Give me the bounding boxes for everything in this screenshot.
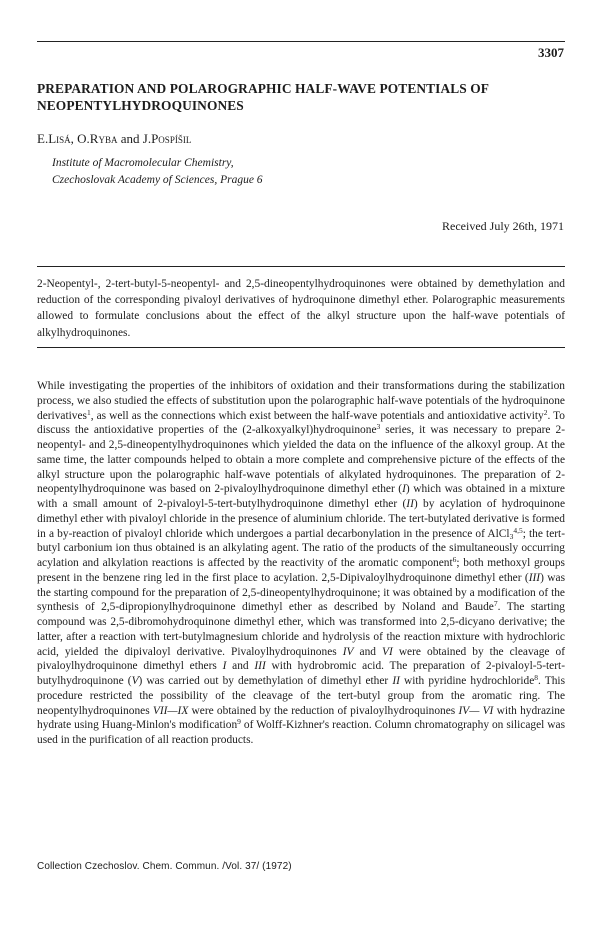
reference-mark: 4,5 xyxy=(513,525,523,535)
author-initial: E. xyxy=(37,131,49,146)
author-name: Ryba xyxy=(89,131,118,146)
abstract-top-rule xyxy=(37,266,565,267)
compound-label: VII—IX xyxy=(152,704,189,717)
author-name: Lisá xyxy=(48,131,71,146)
compound-label: II xyxy=(392,675,400,687)
body-text xyxy=(37,379,565,748)
author-separator: , xyxy=(70,131,78,146)
author-initial: J. xyxy=(142,131,152,146)
affiliation xyxy=(52,155,263,188)
affiliation-line: Czechoslovak Academy of Sciences, Prague 6 xyxy=(52,173,263,186)
author-separator: and xyxy=(117,131,143,146)
affiliation-line: Institute of Macromolecular Chemistry, xyxy=(52,157,234,169)
reference-mark: 1 xyxy=(86,407,91,417)
compound-label: I xyxy=(402,483,406,496)
author-list xyxy=(37,131,191,147)
reference-mark: 9 xyxy=(237,717,241,727)
abstract: 2-Neopentyl-, 2-tert-butyl-5-neopentyl- and 2,5-dineopentylhydroquinones were obtained by demethylation and reduction of the corresponding pivaloyl derivatives of hydroquinone dimethyl ether. Polarographic measurements allowed to formulate conclusions about the effect of the alkyl structure upon the half-wave potentials of alkylhydroquinones. xyxy=(37,278,565,339)
reference-mark: 7 xyxy=(493,599,498,609)
reference-mark: 8 xyxy=(534,673,539,682)
reference-mark: 2 xyxy=(543,407,548,417)
author-name: Pospíšil xyxy=(151,131,192,146)
header-rule xyxy=(37,41,565,42)
compound-label: VI xyxy=(382,645,393,658)
compound-label: II xyxy=(406,498,414,510)
journal-footer: Collection Czechoslov. Chem. Commun. /Vol. 37/ (1972) xyxy=(37,861,292,872)
compound-label: III xyxy=(254,660,266,673)
reference-mark: 3 xyxy=(376,422,381,432)
abstract-bottom-rule xyxy=(37,347,565,348)
compound-label: V xyxy=(131,675,139,687)
received-date: Received July 26th, 1971 xyxy=(442,219,564,233)
subscript: 3 xyxy=(509,531,514,541)
page-number: 3307 xyxy=(538,45,564,60)
compound-label: I xyxy=(222,660,227,673)
compound-label: IV xyxy=(342,645,354,658)
article-title: PREPARATION AND POLAROGRAPHIC HALF-WAVE POTENTIALS OF NEOPENTYLHYDROQUINONES xyxy=(37,81,489,113)
reference-mark: 6 xyxy=(452,555,457,564)
body-paragraph: While investigating the properties of the inhibitors of oxidation and their transformations during the stabilization process, we also studied the effects of substitution upon the polarographic half-wave potentials of the hydroquinone derivatives$^1$, as well as the connections which exist between the half-wave potentials and antioxidative activity$^2$. To discuss the antioxidative properties of the (2-alkoxyalkyl)hydroquinone$^3$ series, it was necessary to prepare 2-neopentyl- and 2,5-dineopentylhydroquinones which yielded the data on the influence of the alkoxyl group. At the same time, the latter compounds helped to obtain a more complete and comprehensive picture of the effects of the alkyl structure upon the polarographic half-wave potentials of alkylated hydroquinones. The preparation of 2-neopentylhydroquinone was based on 2-pivaloylhydroquinone dimethyl ether (I) which was obtained in a mixture with a small amount of 2-pivaloyl-5-tert-butylhydroquinone dimethyl ether (II) by acylation of hydroquinone dimethyl ether with pivaloyl chloride in the presence of aluminium chloride. The tert-butylated derivative is formed in a by-reaction of pivaloyl chloride which undergoes a partial decarbonylation in the presence of AlCl$_3^{4,5}$; the tert-butyl carbonium ion thus obtained is an alkylating agent. The ratio of the products of the simultaneously occurring acylation and alkylation reactions is affected by the reactivity of the aromatic component$^6$; both methoxyl groups present in the benzene ring led in the first place to acylation. 2,5-Dipivaloylhydroquinone dimethyl ether (III) was the starting compound for the preparation of 2,5-dineopentylhydroquinone; it was obtained by a modification of the synthesis of 2,5-dipropionylhydroquinone dimethyl ether as described by Noland and Baude$^7$. The starting compound was 2,5-dibromohydroquinone dimethyl ether, which was transformed into 2,5-dicyano derivative; the latter, after a reaction with tert-butylmagnesium chloride and hydrolysis of the reaction mixture with hydrochloric acid, yielded the dipivaloyl derivative. Pivaloylhydroquinones IV and VI were obtained by the cleavage of pivaloylhydroquinone dimethyl ethers I and III with hydrobromic acid. The preparation of 2-pivaloyl-5-tert-butylhydroquinone (V) was carried out by demethylation of dimethyl ether II with pyridine hydrochloride$^8$. This procedure restricted the possibility of the cleavage of the tert-butyl group from the aromatic ring. The neopentylhydroquinones VII—IX were obtained by the reduction of pivaloylhydroquinones IV— VI with hydrazine hydrate using Huang-Minlon's modification$^9$ of Wolff-Kizhner's reaction. Column chromatography on silicagel was used in the purification of all reaction products. xyxy=(37,380,566,746)
author-initial: O. xyxy=(77,131,90,146)
compound-label: IV— VI xyxy=(458,704,494,717)
compound-label: III xyxy=(528,571,541,584)
